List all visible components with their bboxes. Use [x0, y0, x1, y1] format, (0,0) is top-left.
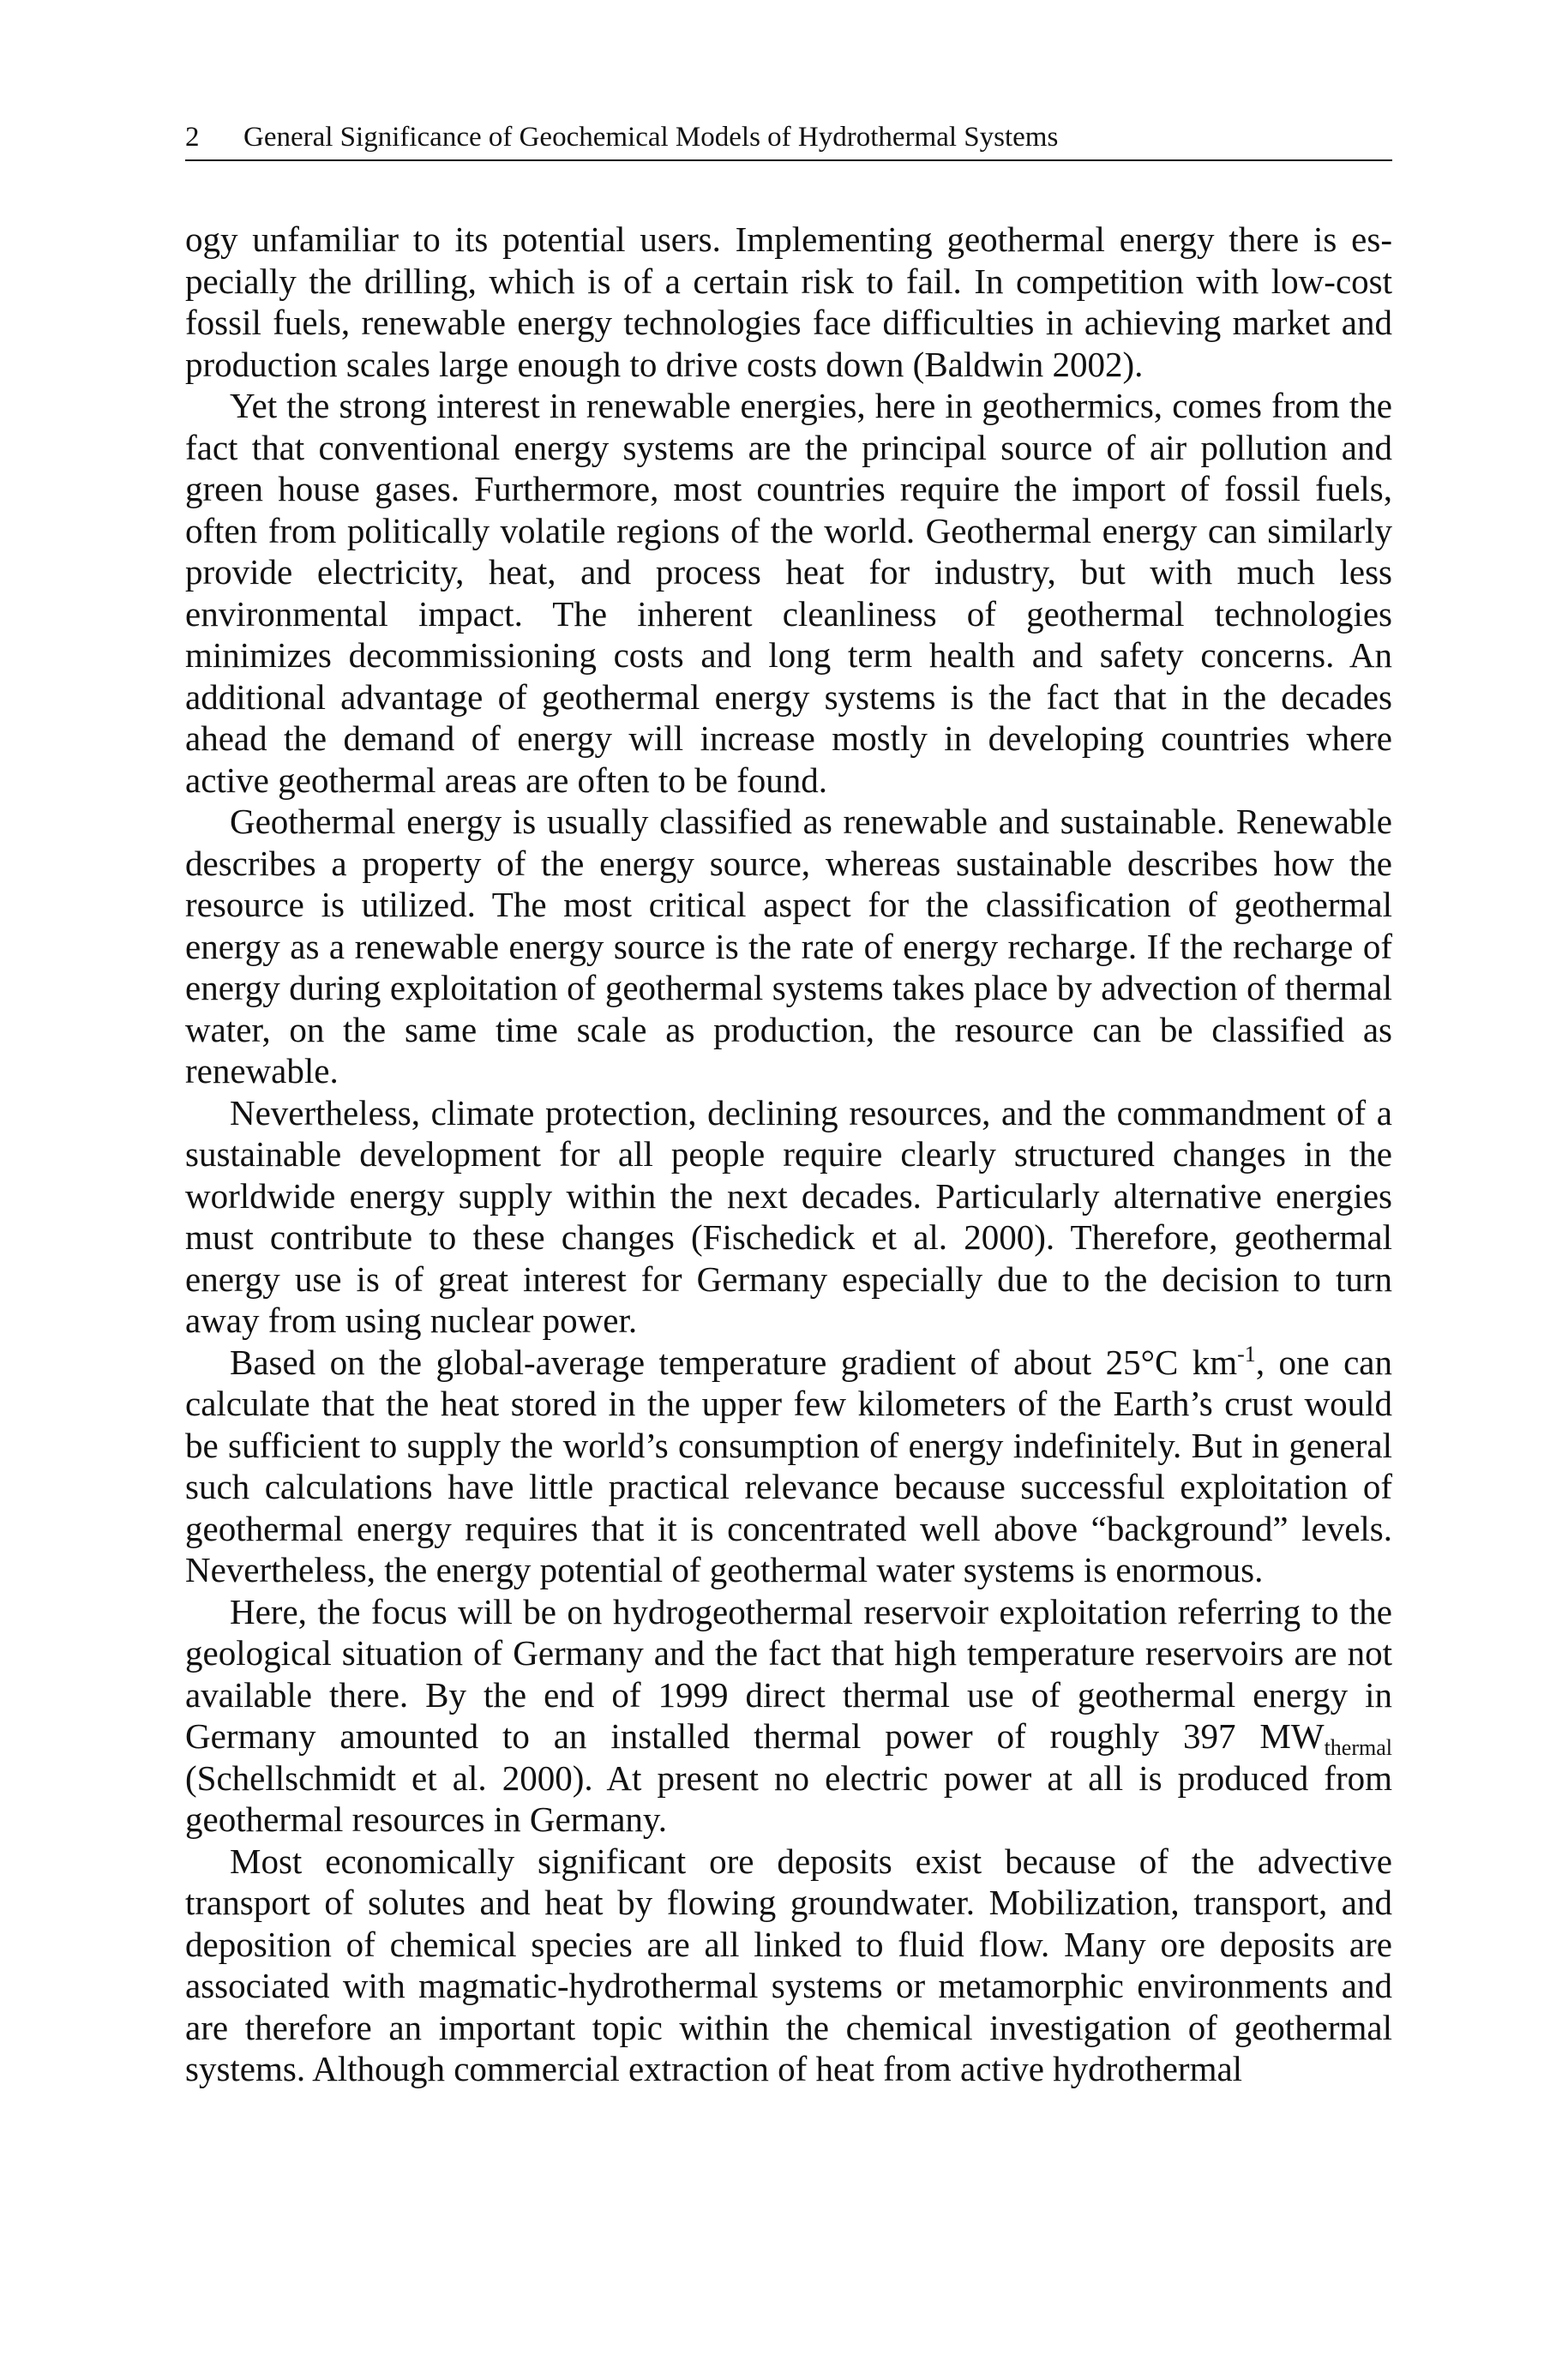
paragraph-5	[185, 1342, 1392, 1591]
paragraph-2: Yet the strong interest in renewable energies, here in geothermics, comes from the fact that conventional energy systems are the principal source of air pollution and green house gases. Furthermore, most countries require the import of fossil fuels, often from politically volatile regions of the world. Geothermal energy can similarly provide electricity, heat, and process heat for industry, but with much less environmental impact. The inherent cleanliness of geothermal technologies minimizes decommissioning costs and long term health and safety concerns. An additional advantage of geothermal energy systems is the fact that in the decades ahead the demand of energy will increase mostly in developing countries where active geothermal areas are often to be found.	[185, 386, 1392, 800]
paragraph-1: ogy unfamiliar to its potential users. Implementing geothermal energy there is especially the drilling, which is of a certain risk to fail. In competition with low-cost fossil fuels, renewable energy technologies face difficulties in achieving market and production scales large enough to drive costs down (Baldwin 2002).	[185, 219, 1392, 384]
paragraph-6	[185, 1591, 1392, 1841]
paragraph-6-before: Here, the focus will be on hydrogeothermal reservoir exploitation referring to the geological situation of Germany and the fact that high temperature reservoirs are not available there. By the end of 1999 direct thermal use of geothermal energy in Germany amounted to an installed thermal power of roughly 397 MW	[185, 1591, 1392, 1756]
paragraph-5-after: , one can calculate that the heat stored in the upper few kilometers of the Earth’s crust would be sufficient to supply the world’s consumption of energy indefinitely. But in general such calculations have little practical relevance because successful exploitation of geothermal energy requires that it is concentrated well above “background” levels. Nevertheless, the energy potential of geothermal water systems is enormous.	[185, 1342, 1392, 1589]
paragraph-5-before: Based on the global-average temperature gradient of about 25°C km	[230, 1342, 1238, 1382]
paragraph-6-after: (Schellschmidt et al. 2000). At present no electric power at all is produced from geothermal resources in Germany.	[185, 1757, 1392, 1839]
running-header	[185, 118, 1392, 156]
paragraph-7: Most economically significant ore deposits exist because of the advective transport of solutes and heat by flowing groundwater. Mobilization, transport, and deposition of chemical species are all linked to fluid flow. Many ore deposits are associated with magmatic-hydrothermal systems or metamorphic environments and are therefore an important topic within the chemical investigation of geothermal systems. Although commercial extraction of heat from active hydrothermal	[185, 1841, 1392, 2088]
subscript-thermal: thermal	[1324, 1735, 1392, 1760]
superscript-exponent: -1	[1237, 1341, 1256, 1367]
paragraph-3: Geothermal energy is usually classified as renewable and sustainable. Renewable describes a property of the energy source, whereas sustainable describes how the resource is utilized. The most critical aspect for the classification of geothermal energy as a renewable energy source is the rate of energy recharge. If the recharge of energy during exploitation of geothermal systems takes place by advection of thermal water, on the same time scale as production, the resource can be classified as renewable.	[185, 802, 1392, 1090]
running-title: General Significance of Geochemical Models of Hydrothermal Systems	[243, 122, 1059, 153]
paragraph-4: Nevertheless, climate protection, declining resources, and the commandment of a sustainable development for all people require clearly structured changes in the worldwide energy supply within the next decades. Particularly alternative energies must contribute to these changes (Fischedick et al. 2000). Therefore, geothermal energy use is of great interest for Germany especially due to the decision to turn away from using nuclear power.	[185, 1092, 1392, 1340]
page-number: 2	[185, 122, 200, 153]
body-text	[185, 219, 1392, 2090]
header-rule	[185, 159, 1392, 161]
